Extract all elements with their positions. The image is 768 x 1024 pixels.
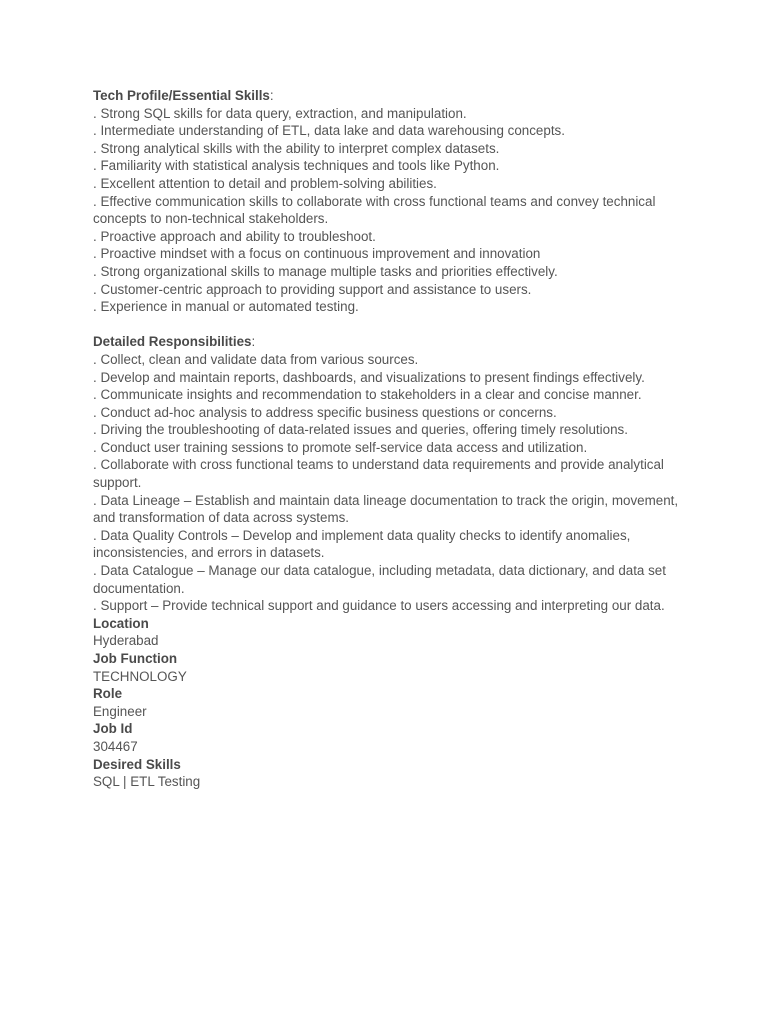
desired-skills-label: Desired Skills: [93, 756, 181, 772]
tech-profile-heading-text: Tech Profile/Essential Skills: [93, 88, 270, 103]
job-description: [93, 87, 693, 791]
job-id-value: 304467: [93, 738, 138, 754]
list-item: . Proactive mindset with a focus on continuous improvement and innovation: [93, 246, 541, 262]
job-id-label: Job Id: [93, 721, 133, 737]
list-item: . Support – Provide technical support and guidance to users accessing and interpreting our data.: [93, 598, 665, 614]
tech-profile-heading: [93, 87, 693, 105]
list-item: . Develop and maintain reports, dashboards, and visualizations to present findings effectively.: [93, 369, 645, 385]
list-item: . Familiarity with statistical analysis techniques and tools like Python.: [93, 158, 500, 174]
list-item: . Customer-centric approach to providing support and assistance to users.: [93, 281, 532, 297]
list-item: . Effective communication skills to collaborate with cross functional teams and convey technical concepts to non-technical stakeholders.: [93, 193, 656, 227]
job-function-value: TECHNOLOGY: [93, 668, 187, 684]
responsibilities-heading: [93, 333, 693, 351]
section-spacer: [93, 316, 693, 334]
location-value: Hyderabad: [93, 633, 159, 649]
list-item: . Strong organizational skills to manage multiple tasks and priorities effectively.: [93, 263, 558, 279]
list-item: . Communicate insights and recommendation to stakeholders in a clear and concise manner.: [93, 387, 642, 403]
job-function-label: Job Function: [93, 651, 178, 666]
list-item: . Collect, clean and validate data from various sources.: [93, 351, 419, 367]
list-item: . Data Quality Controls – Develop and implement data quality checks to identify anomalies, inconsistencies, and errors in datasets.: [93, 527, 631, 561]
list-item: . Strong analytical skills with the ability to interpret complex datasets.: [93, 140, 500, 156]
list-item: . Intermediate understanding of ETL, data lake and data warehousing concepts.: [93, 123, 565, 139]
job-details: [93, 615, 693, 791]
list-item: . Conduct ad-hoc analysis to address specific business questions or concerns.: [93, 404, 557, 420]
list-item: . Excellent attention to detail and problem-solving abilities.: [93, 175, 437, 191]
list-item: . Collaborate with cross functional teams to understand data requirements and provide analytical support.: [93, 457, 664, 491]
responsibilities-heading-text: Detailed Responsibilities: [93, 334, 252, 350]
tech-profile-list: [93, 105, 693, 316]
list-item: . Data Catalogue – Manage our data catalogue, including metadata, data dictionary, and data set documentation.: [93, 563, 666, 596]
responsibilities-heading-colon: :: [251, 334, 256, 350]
role-value: Engineer: [93, 703, 147, 719]
list-item: . Conduct user training sessions to promote self-service data access and utilization.: [93, 439, 588, 455]
tech-profile-heading-colon: :: [269, 88, 274, 103]
list-item: . Strong SQL skills for data query, extraction, and manipulation.: [93, 105, 467, 121]
list-item: . Driving the troubleshooting of data-related issues and queries, offering timely resolutions.: [93, 422, 628, 438]
role-label: Role: [93, 686, 123, 702]
list-item: . Proactive approach and ability to troubleshoot.: [93, 228, 376, 244]
list-item: . Experience in manual or automated testing.: [93, 299, 359, 315]
location-label: Location: [93, 615, 149, 631]
desired-skills-value: SQL | ETL Testing: [93, 774, 201, 790]
list-item: . Data Lineage – Establish and maintain data lineage documentation to track the origin, movement, and transformation of data across systems.: [93, 492, 679, 526]
responsibilities-list: [93, 351, 693, 615]
